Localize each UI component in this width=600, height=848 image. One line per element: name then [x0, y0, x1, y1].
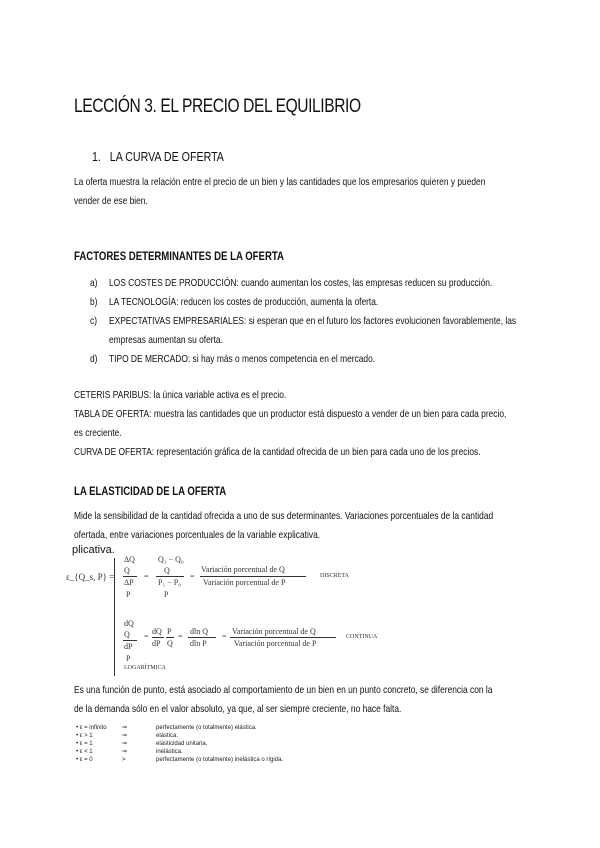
elasticity-formula: plicativa. ε_{Q_s, P} = ΔQ Q ΔP P = Q₁ − Q₀ Q P₁ − P₀ P = Variación porcentual de Q Variación porcentual de P DISCRETA dQ Q dP P = dQ dP P Q = dln Q dln P = Variación porcentual de Q Variación porcentual de P CONTINUA LOGARÍTMICA	[66, 546, 426, 676]
punto-paragraph: Es una función de punto, está asociado al comportamiento de un bien en un punto concreto, se diferencia con la de la demanda sólo en el valor absoluto, ya que, al ser siempre creciente, no hace falta.	[74, 684, 493, 715]
elasticidad-paragraph: Mide la sensibilidad de la cantidad ofrecida a uno de sus determinantes. Variaciones porcentuales de la cantidad ofertada, entre variaciones porcentuales de la variable explicativa.	[74, 510, 494, 541]
document-page: LECCIÓN 3. EL PRECIO DEL EQUILIBRIO 1. LA CURVA DE OFERTA La oferta muestra la relación entre el precio de un bien y las cantidades que los empresarios quieren y pueden vender de ese bien. FACTORES DETERMINANTES DE LA OFERTA a) LOS COSTES DE PRODUCCIÓN: cuando aumentan los costes, las empresas reducen su producción. b) LA TECNOLOGÍA: reducen los costes de producción, aumenta la oferta. c) EXPECTATIVAS EMPRESARIALES: si esperan que en el futuro los factores evolucionen favorablemente, las empresas aumentan su oferta. d) TIPO DE MERCADO: si hay más o menos competencia en el mercado. CETERIS PARIBUS: la única variable activa es el precio. TABLA DE OFERTA: muestra las cantidades que un productor está dispuesto a vender de un bien para cada precio, es creciente. CURVA DE OFERTA: representación gráfica de la cantidad ofrecida de un bien para cada uno de los precios. LA ELASTICIDAD DE LA OFERTA Mide la sensibilidad de la cantidad ofrecida a uno de sus determinantes. Variaciones porcentuales de la cantidad ofertada, entre variaciones porcentuales de la variable explicativa. plicativa. ε_{Q_s, P} = ΔQ Q ΔP P = Q₁ − Q₀ Q P₁ − P₀ P = Variación porcentual de Q Variación porcentual de P DISCRETA dQ Q dP P = dQ dP P Q = dln Q dln P = Variación porcentual de Q Variación porcentual de P CONTINUA LOGARÍTMICA Es una función de punto, está asociado al comportamiento de un bien en un punto concreto, se diferencia con la de la demanda sólo en el valor absoluto, ya que, al ser siempre creciente, no hace falta. • ε = infinito ⇒ perfectamente (o totalmente) elástica. • ε > 1 ⇒ elástica. • ε = 1 ⇒ elasticidad unitaria. • ε < 1 ⇒ inelástica. • ε = 0 > perfectamente (o totalmente) inelástica o rígida.	[0, 0, 600, 848]
factores-heading: FACTORES DETERMINANTES DE LA OFERTA	[74, 249, 284, 263]
section-title: LA CURVA DE OFERTA	[109, 149, 224, 164]
definitions-block: CETERIS PARIBUS: la única variable activa es el precio. TABLA DE OFERTA: muestra las cantidades que un productor está dispuesto a vender de un bien para cada precio, es creciente. CURVA DE OFERTA: representación gráfica de la cantidad ofrecida de un bien para cada uno de los precios.	[74, 389, 507, 458]
section-heading	[92, 149, 253, 164]
section-number: 1.	[92, 149, 101, 164]
elasticidad-heading: LA ELASTICIDAD DE LA OFERTA	[74, 484, 227, 498]
intro-paragraph: La oferta muestra la relación entre el precio de un bien y las cantidades que los empresarios quieren y pueden vender de ese bien.	[74, 176, 486, 207]
lesson-title: LECCIÓN 3. EL PRECIO DEL EQUILIBRIO	[74, 96, 361, 117]
